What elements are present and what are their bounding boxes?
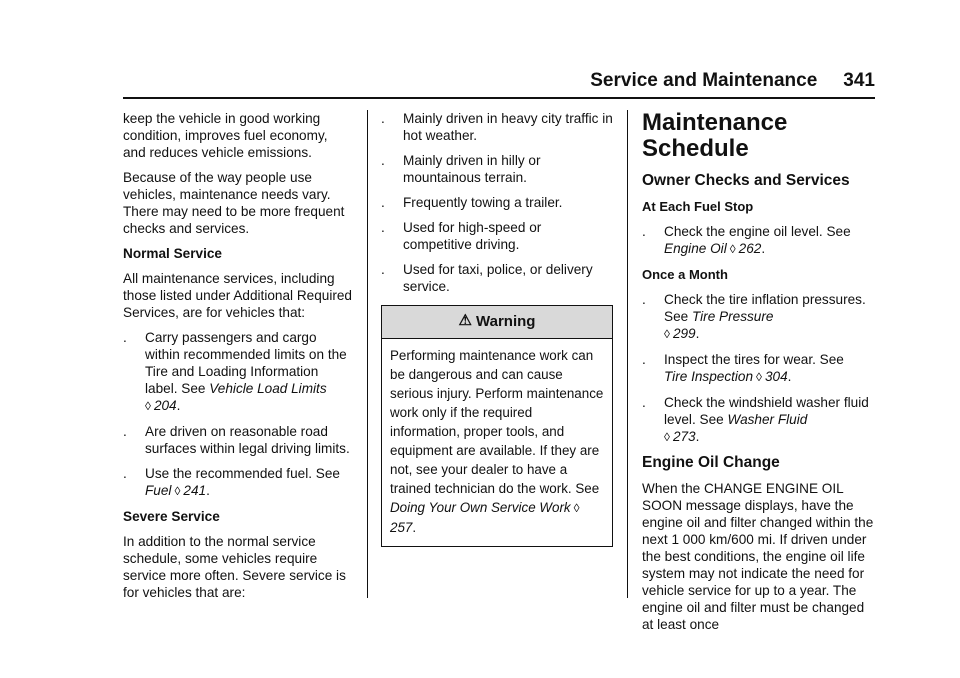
warning-box [381,305,613,547]
list-item: . Frequently towing a trailer. [381,195,563,210]
page-reference[interactable]: 273 [672,429,696,444]
engine-oil-change-text: When the CHANGE ENGINE OIL SOON message displays, have the engine oil and filter changed within the next 1 000 km/600 mi. If driven under the best conditions, the engine oil life system may not indicate the need for vehicle service for up to a year. The engine oil and filter must be changed at least once [642,481,874,632]
intro-paragraph: keep the vehicle in good working condition, improves fuel economy, and reduces vehicle emissions. [123,111,328,160]
severe-service-text: In addition to the normal service schedule, some vehicles require service more often. Severe service is for vehicles that are: [123,534,346,600]
cross-reference-link[interactable]: Tire Inspection [664,369,754,384]
list-item: . Check the tire inflation pressures. See Tire Pressure ◊ 299. [642,292,866,341]
page-ref-icon: ◊ [573,501,580,515]
page-reference[interactable]: 241 [183,483,207,498]
cross-reference-link[interactable]: Washer Fluid [727,412,808,427]
page-reference[interactable]: 299 [672,326,696,341]
cross-reference-link[interactable]: Doing Your Own Service Work [390,500,571,515]
owner-checks-heading: Owner Checks and Services [642,172,850,189]
bullet-icon: . [642,224,646,239]
page-ref-icon: ◊ [664,430,670,444]
bullet-icon: . [381,153,385,168]
page-reference[interactable]: 262 [738,241,762,256]
warning-icon: ⚠ [458,312,472,329]
normal-service-text: All maintenance services, including those listed under Additional Required Services, are for vehicles that: [123,271,352,320]
bullet-icon: . [642,395,646,410]
list-item: . Used for taxi, police, or delivery service. [381,262,593,294]
list-item: . Mainly driven in heavy city traffic in hot weather. [381,111,613,143]
page-header [123,70,875,96]
bullet-icon: . [381,220,385,235]
page-reference[interactable]: 304 [764,369,788,384]
column-1 [123,110,353,609]
page-number: 341 [843,70,875,91]
bullet-icon: . [642,292,646,307]
cross-reference-link[interactable]: Vehicle Load Limits [209,381,327,396]
list-item: . Check the windshield washer fluid level. See Washer Fluid ◊ 273. [642,395,869,444]
bullet-icon: . [123,330,127,345]
page-ref-icon: ◊ [664,327,670,341]
engine-oil-change-heading: Engine Oil Change [642,454,780,471]
bullet-icon: . [123,424,127,439]
page-reference[interactable]: 204 [153,398,177,413]
column-2 [381,110,613,547]
cross-reference-link[interactable]: Fuel [145,483,172,498]
once-a-month-heading: Once a Month [642,267,728,282]
list-item: . Use the recommended fuel. See Fuel ◊ 241. [123,466,340,498]
normal-service-heading: Normal Service [123,246,222,261]
page-ref-icon: ◊ [174,484,181,498]
list-item: . Inspect the tires for wear. See Tire Inspection ◊ 304. [642,352,844,384]
cross-reference-link[interactable]: Tire Pressure [691,309,774,324]
bullet-icon: . [381,262,385,277]
list-item: . Are driven on reasonable road surfaces within legal driving limits. [123,424,350,456]
severe-service-heading: Severe Service [123,509,220,524]
list-item: . Used for high-speed or competitive driving. [381,220,542,252]
page-ref-icon: ◊ [756,370,762,384]
list-item: . Check the engine oil level. See Engine Oil ◊ 262. [642,224,851,256]
warning-title: ⚠ Warning [382,306,612,339]
column-divider-1 [367,110,368,598]
bullet-icon: . [642,352,646,367]
list-item: . Carry passengers and cargo within recommended limits on the Tire and Loading Information label. See Vehicle Load Limits ◊ 204. [123,330,347,413]
column-divider-2 [627,110,628,598]
fuel-stop-heading: At Each Fuel Stop [642,199,754,214]
bullet-icon: . [381,111,385,126]
page-ref-icon: ◊ [145,399,151,413]
usage-paragraph: Because of the way people use vehicles, maintenance needs vary. There may need to be more frequent checks and services. [123,170,345,236]
section-title: Service and Maintenance [590,70,818,91]
column-3 [642,110,876,641]
list-item: . Mainly driven in hilly or mountainous terrain. [381,153,541,185]
maintenance-schedule-title: Maintenance Schedule [642,109,788,162]
cross-reference-link[interactable]: Engine Oil [664,241,727,256]
page-reference[interactable]: 257 [390,520,413,535]
warning-text: Performing maintenance work can be dangerous and can cause serious injury. Perform maintenance work only if the required information, proper tools, and equipment are available. If they are not, see your dealer to have a trained technician do the work. See Doing Your Own Service Work ◊257. [390,348,604,535]
page-ref-icon: ◊ [729,242,736,256]
bullet-icon: . [381,195,385,210]
header-rule [123,97,875,99]
bullet-icon: . [123,466,127,481]
